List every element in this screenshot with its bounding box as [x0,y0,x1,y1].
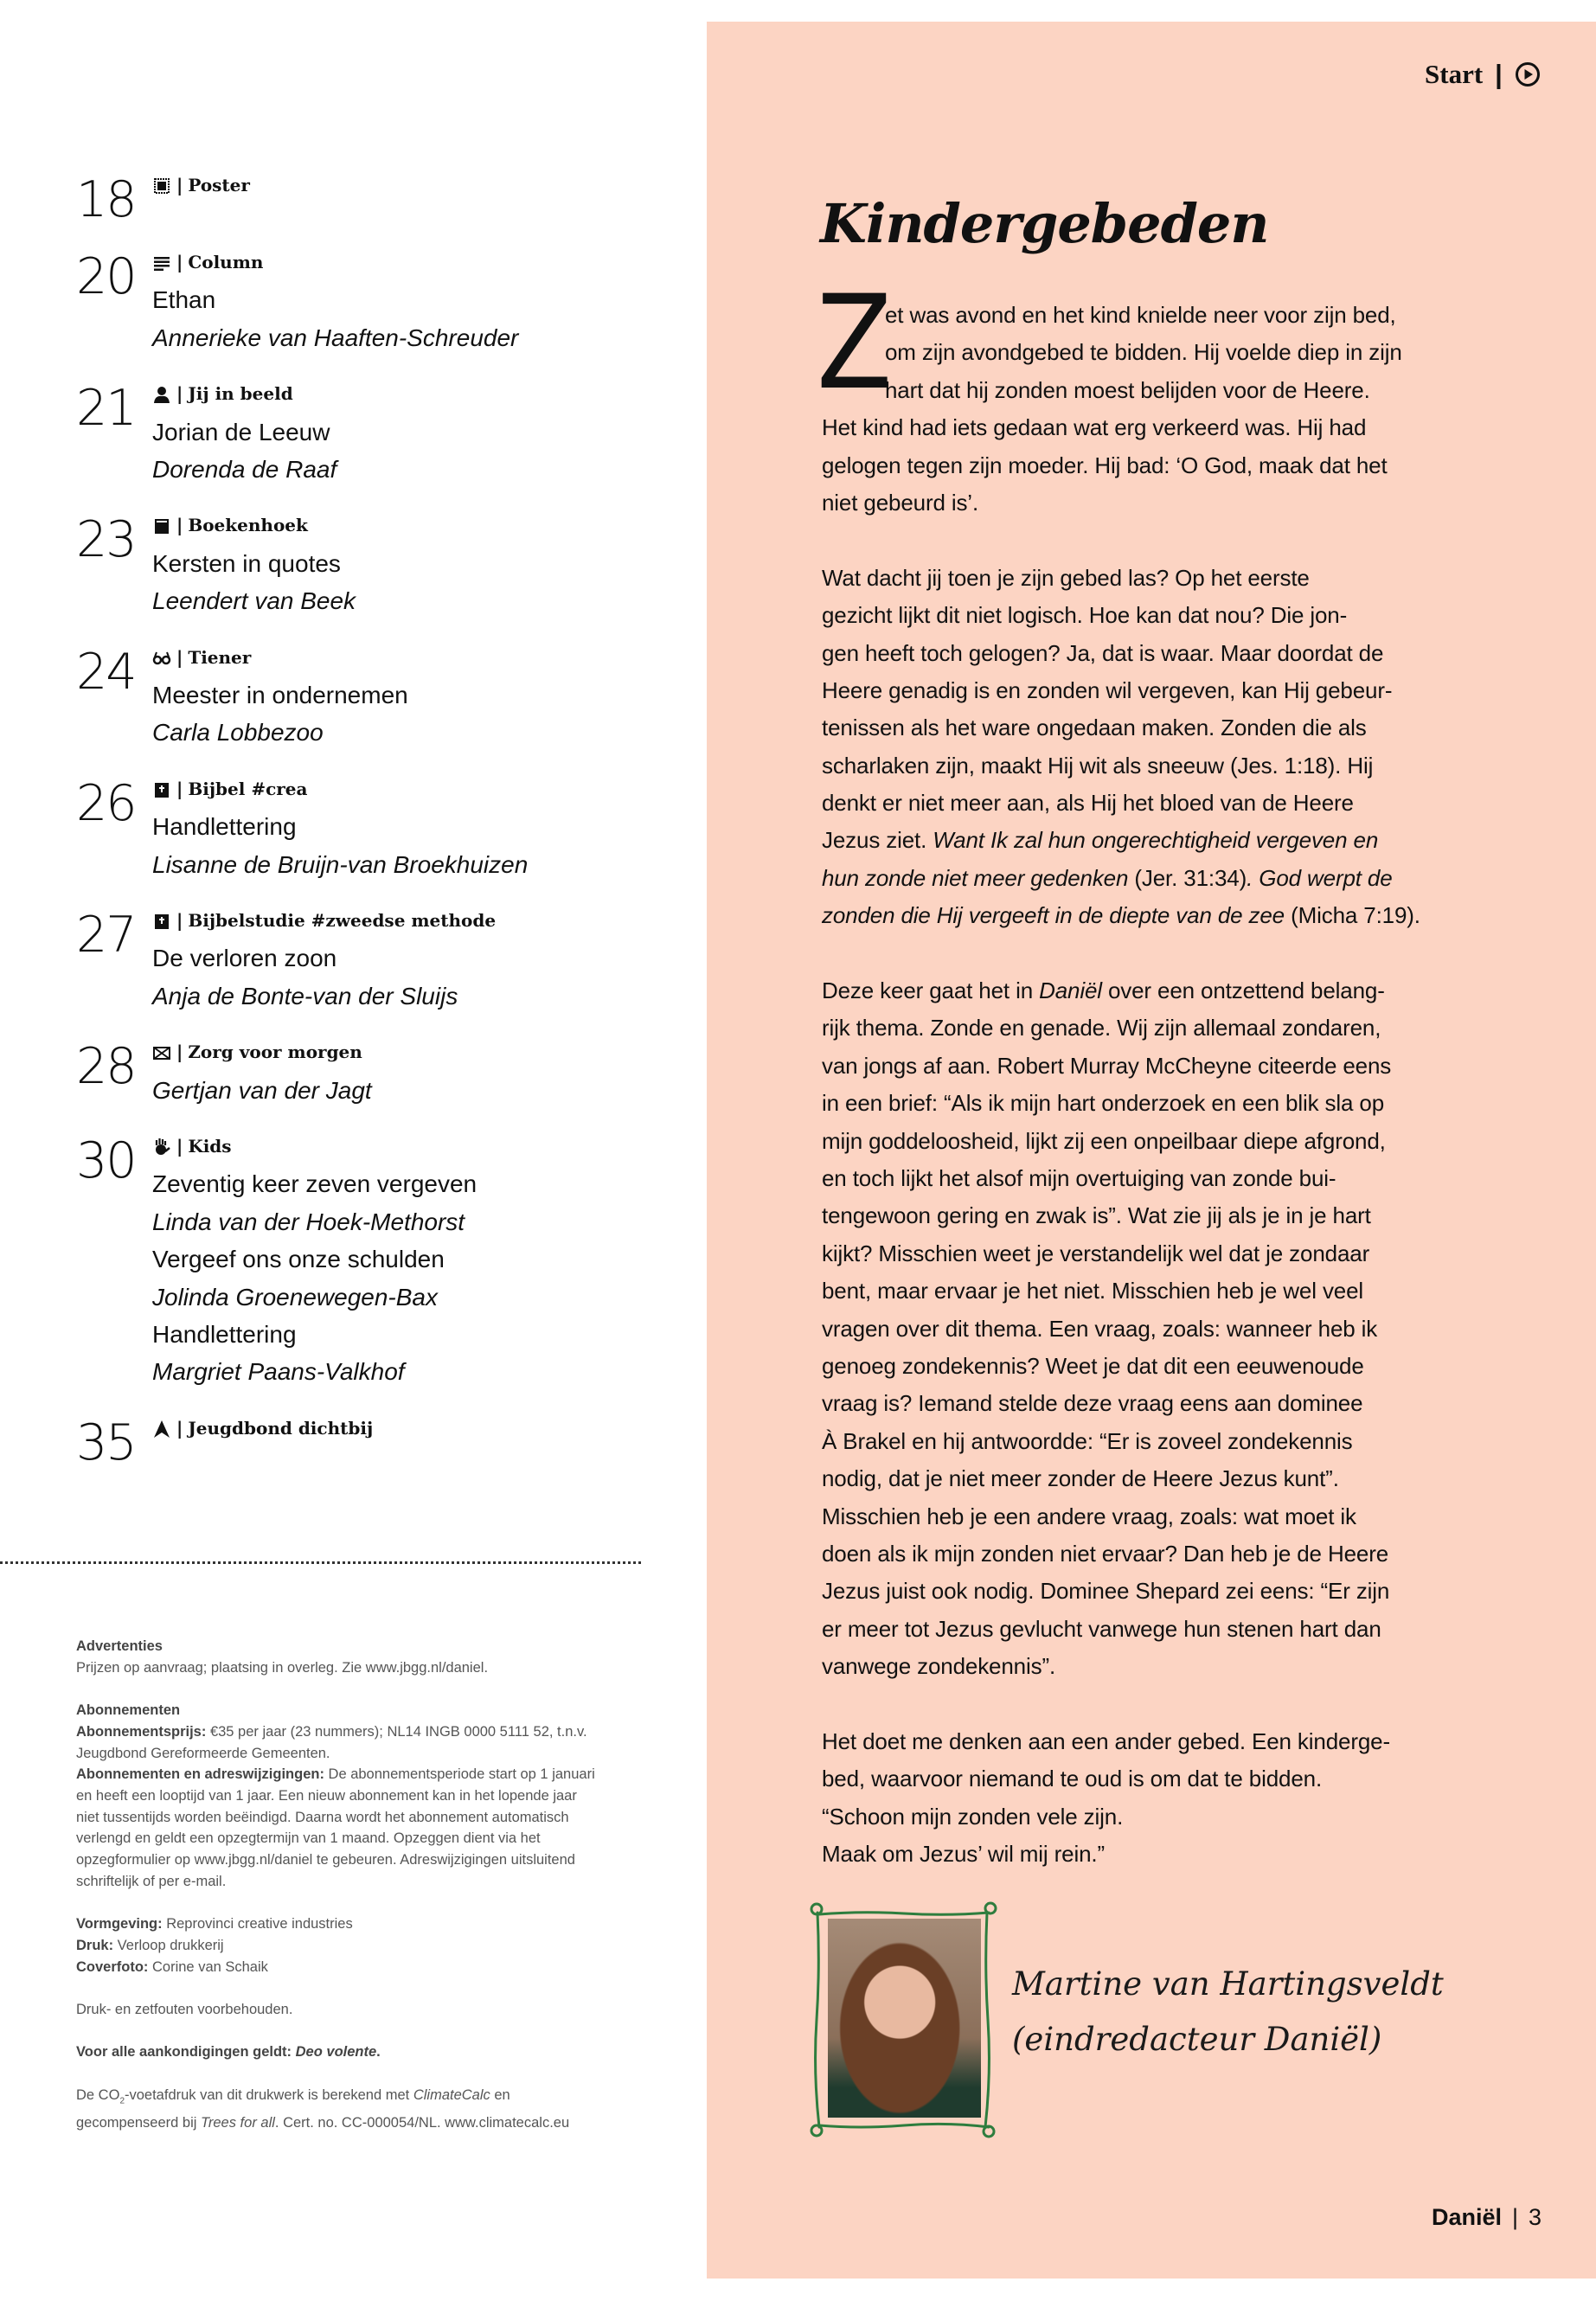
signature-name: Martine van Hartingsveldt [1012,1965,1444,2003]
toc-entry[interactable] [76,167,682,228]
text-line [822,1498,1420,1535]
separator: | [176,910,183,932]
toc-category [152,507,356,544]
text: bent, maar ervaar je het niet. Misschien heb je wel veel [822,1278,1364,1304]
text: niet gebeurd is’. [822,489,979,516]
separator: | [176,646,183,668]
text: vragen over dit thema. Een vraag, zoals: wanneer heb ik [822,1315,1378,1342]
bold-text: Advertenties [76,1638,163,1654]
text: doen als ik mijn zonden niet ervaar? Dan heb je de Heere [822,1540,1389,1567]
toc-entry[interactable] [76,507,682,619]
text: gecompenseerd bij [76,2114,202,2131]
toc-category [152,771,528,808]
text-line [822,372,1420,409]
toc-article-title: Ethan [152,286,216,314]
text: hart dat hij zonden moest belijden voor de Heere. [885,376,1370,403]
text-line [822,1611,1420,1648]
paragraph [822,560,1420,935]
text: Reprovinci creative industries [166,1916,353,1932]
colophon-line [76,2041,595,2063]
text: Heere genadig is en zonden wil vergeven, kan Hij gebeur- [822,676,1393,703]
text: niet tussentijds worden beëindigd. Daarna wordt het abonnement automatisch [76,1809,569,1825]
text: Het kind had iets gedaan wat erg verkeerd was. Hij had [822,414,1367,441]
start-link[interactable] [1425,59,1541,90]
toc-page-number: 20 [76,248,136,305]
toc-page-number: 30 [76,1132,136,1190]
colophon-line [76,1849,595,1871]
person-icon [152,385,171,404]
text-line [822,1760,1420,1798]
paragraph [822,972,1420,1685]
text: denkt er niet meer aan, als Hij het bloed van de Heere [822,790,1354,817]
toc-page-number: 28 [76,1038,136,1096]
toc-category-label: Jij in beeld [188,383,293,405]
toc-author: Annerieke van Haaften-Schreuder [152,324,519,351]
colophon-line [76,1871,595,1893]
toc-author: Carla Lobbezoo [152,719,324,747]
text-line [822,409,1420,446]
bold-text: Abonnementen [76,1702,181,1719]
text: et was avond en het kind knielde neer voor zijn bed, [885,302,1396,328]
toc-category-label: Bijbel #crea [188,778,308,799]
toc-entry[interactable] [76,1410,682,1471]
spacer [76,1977,595,1999]
toc-page-number: 23 [76,511,136,569]
drop-cap: Z [817,268,893,419]
toc-page-number: 24 [76,643,136,701]
text-line [822,1048,1420,1085]
toc-author: Gertjan van der Jagt [152,1076,372,1104]
text: en heeft een looptijd van 1 jaar. Een nieuw abonnement kan in het lopende jaar [76,1787,577,1804]
toc-entry[interactable] [76,902,682,1015]
spacer [76,2063,595,2085]
italic-text: Deo volente [295,2044,377,2061]
italic-text: . God werpt de [1247,864,1393,891]
toc-author: Margriet Paans-Valkhof [152,1358,405,1386]
colophon-line [76,2112,595,2134]
text-line [822,972,1420,1009]
text: Verloop drukkerij [117,1937,224,1953]
bible-icon [152,780,171,799]
toc-article-title: De verloren zoon [152,945,337,972]
text: €35 per jaar (23 nummers); NL14 INGB 0000 5111 52, t.n.v. [209,1723,587,1740]
colophon-line [76,1935,595,1957]
table-of-contents [76,167,682,1487]
spacer [822,1685,1420,1722]
toc-category-label: Zorg voor morgen [188,1042,362,1063]
separator: | [1512,2204,1519,2230]
text: nodig, dat je niet meer zonder de Heere Jezus kunt”. [822,1465,1339,1492]
colophon-line [76,1657,595,1679]
text-line [822,1009,1420,1047]
spacer [76,2021,595,2042]
toc-article-title: Handlettering [152,813,297,841]
text: Prijzen op aanvraag; plaatsing in overleg. Zie www.jbgg.nl/daniel. [76,1659,489,1676]
author-photo [828,1919,981,2118]
text: vanwege zondekennis”. [822,1653,1056,1680]
text-line [822,897,1420,934]
text: gen heeft toch gelogen? Ja, dat is waar. Maar doordat de [822,639,1384,666]
text-line [822,747,1420,785]
toc-author: Lisanne de Bruijn-van Broekhuizen [152,850,529,878]
colophon-line [76,1807,595,1829]
text: Jeugdbond Gereformeerde Gemeenten. [76,1745,330,1761]
toc-category-label: Jeugdbond dichtbij [188,1417,374,1439]
colophon-line [76,1913,595,1935]
text: Jezus juist ook nodig. Dominee Shepard zei eens: “Er zijn [822,1578,1390,1605]
play-circle-icon [1515,61,1541,87]
text: Maak om Jezus’ wil mij rein.” [822,1841,1105,1868]
spacer [822,522,1420,559]
envelope-icon [152,1043,171,1062]
text-line [822,1573,1420,1610]
toc-entry[interactable] [76,1034,682,1109]
separator: | [176,1136,183,1157]
text-line [822,1535,1420,1573]
text: gezicht lijkt dit niet logisch. Hoe kan dat nou? Die jon- [822,602,1348,629]
toc-category [152,1410,373,1447]
arrow-up-icon [152,1420,171,1439]
toc-category [152,902,496,939]
text-line [822,1836,1420,1873]
italic-text: Daniël [1039,977,1102,1004]
toc-category-label: Column [188,252,264,272]
text-line [822,1085,1420,1122]
bold-text: Voor alle aankondigingen geldt: [76,2044,296,2061]
colophon-line [76,1999,595,2021]
colophon-line [76,1764,595,1785]
text-line [822,822,1420,859]
colophon-line [76,2085,595,2112]
toc-page-number: 27 [76,907,136,965]
text-line [822,1197,1420,1234]
separator: | [176,175,183,195]
text: Misschien heb je een andere vraag, zoals: wat moet ik [822,1503,1356,1529]
toc-category-label: Poster [188,175,250,195]
toc-article-title: Meester in ondernemen [152,682,408,708]
toc-article-title: Vergeef ons onze schulden [152,1246,445,1273]
article-title: Kindergebeden [820,192,1269,255]
text: kijkt? Misschien weet je verstandelijk wel dat je zondaar [822,1240,1370,1266]
text: (Jer. 31:34) [1128,864,1247,891]
glasses-icon [152,648,171,667]
toc-article-title: Zeventig keer zeven vergeven [152,1170,478,1198]
bold-text: . [376,2044,381,2061]
toc-page-number: 35 [76,1413,136,1471]
toc-author: Linda van der Hoek-Methorst [152,1208,465,1235]
spacer [76,1678,595,1700]
bold-text: Druk: [76,1937,118,1953]
italic-text: hun zonde niet meer gedenken [822,864,1129,891]
italic-text: Trees for all [201,2114,275,2131]
text-line [822,1798,1420,1836]
colophon-line [76,1700,595,1721]
italic-text: ClimateCalc [413,2086,490,2103]
colophon-line [76,1636,595,1657]
toc-article-title: Jorian de Leeuw [152,418,330,445]
text-line [822,597,1420,634]
text: “Schoon mijn zonden vele zijn. [822,1803,1124,1830]
text: schriftelijk of per e-mail. [76,1873,227,1889]
toc-page-number: 18 [76,171,136,228]
page-number: 3 [1529,2204,1542,2230]
text: À Brakel en hij antwoordde: “Er is zoveel zondekennis [822,1427,1353,1454]
text: Druk- en zetfouten voorbehouden. [76,2001,293,2017]
toc-category-label: Tiener [188,646,252,668]
text: Het doet me denken aan een ander gebed. Een kinderge- [822,1727,1390,1754]
text: rijk thema. Zonde en genade. Wij zijn allemaal zondaren, [822,1015,1381,1042]
italic-text: zonden die Hij vergeeft in de diepte van de zee [822,902,1285,929]
text-line [822,709,1420,747]
text: vraag is? Iemand stelde deze vraag eens aan dominee [822,1390,1363,1417]
text: Wat dacht jij toen je zijn gebed las? Op het eerste [822,564,1310,591]
page-footer [1432,2204,1542,2231]
text: tenissen als het ware ongedaan maken. Zonden die als [822,715,1367,741]
text: van jongs af aan. Robert Murray McCheyne citeerde eens [822,1052,1392,1079]
colophon [76,1636,595,2133]
toc-category [152,639,408,676]
text: verlengd en geldt een opzegtermijn van 1 maand. Opzeggen dient via het [76,1830,541,1847]
bible-icon [152,912,171,931]
text: (Micha 7:19). [1285,902,1420,929]
colophon-line [76,1721,595,1743]
text-line [822,785,1420,822]
toc-author: Dorenda de Raaf [152,456,337,483]
text-line [822,1272,1420,1310]
text: De abonnementsperiode start op 1 januari [328,1766,595,1783]
text-line [822,1160,1420,1197]
text-line [822,1311,1420,1348]
italic-text: Want Ik zal hun ongerechtigheid vergeven en [933,827,1379,854]
bold-text: Abonnementsprijs: [76,1723,210,1740]
text: over een ontzettend belang- [1101,977,1385,1004]
text-line [822,484,1420,522]
toc-category-label: Boekenhoek [188,515,308,536]
separator: | [1495,59,1503,89]
text-line [822,860,1420,897]
separator: | [176,1417,183,1439]
text-line [822,635,1420,672]
text: 2 [119,2095,125,2106]
text-line [822,334,1420,371]
colophon-line [76,1785,595,1807]
toc-entry[interactable] [76,375,682,488]
text: . Cert. no. CC-000054/NL. www.climatecalc.eu [274,2114,570,2131]
bold-text: Vormgeving: [76,1916,167,1932]
colophon-line [76,1743,595,1765]
text-line [822,1723,1420,1760]
text: Deze keer gaat het in [822,977,1040,1004]
dotted-divider [0,1561,641,1564]
separator: | [176,1042,183,1063]
colophon-line [76,1957,595,1978]
toc-category [152,1128,477,1165]
text: tengewoon gering en zwak is”. Wat zie jij als je in je hart [822,1202,1371,1229]
text: Corine van Schaik [152,1958,268,1975]
toc-entry[interactable] [76,1128,682,1391]
toc-category [152,244,518,281]
text: en toch lijkt het alsof mijn overtuiging van zonde bui- [822,1164,1336,1191]
text-line [822,1123,1420,1160]
text: in een brief: “Als ik mijn hart onderzoek en een blik sla op [822,1090,1385,1117]
signature-role: (eindredacteur Daniël) [1012,2021,1382,2058]
text: scharlaken zijn, maakt Hij wit als sneeuw (Jes. 1:18). Hij [822,752,1374,779]
paragraph [822,1723,1420,1874]
book-icon [152,516,171,535]
text: er meer tot Jezus gevlucht vanwege hun stenen hart dan [822,1615,1381,1642]
toc-category-label: Kids [188,1136,232,1157]
text-line [822,297,1420,334]
text: om zijn avondgebed te bidden. Hij voelde diep in zijn [885,339,1402,366]
text-line [822,1648,1420,1685]
text-line [822,1423,1420,1460]
separator: | [176,252,183,272]
text-line [822,1348,1420,1385]
toc-article-title: Handlettering [152,1321,297,1349]
toc-page-number: 21 [76,380,136,438]
toc-author: Leendert van Beek [152,587,356,615]
text-line [822,447,1420,484]
text-line [822,1460,1420,1497]
text-line [822,560,1420,597]
text: en [490,2086,510,2103]
toc-category [152,1034,372,1071]
text-line [822,1385,1420,1422]
text: genoeg zondekennis? Weet je dat dit een eeuwenoude [822,1352,1364,1379]
hand-icon [152,1138,171,1157]
text: De CO [76,2086,120,2103]
article-body [822,297,1420,1873]
separator: | [176,383,183,405]
spacer [76,1892,595,1913]
separator: | [176,515,183,536]
signature [1012,1957,1444,2067]
text: bed, waarvoor niemand te oud is om dat te bidden. [822,1766,1323,1792]
toc-category-label: Bijbelstudie #zweedse methode [188,910,497,932]
toc-category [152,167,250,204]
text: gelogen tegen zijn moeder. Hij bad: ‘O God, maak dat het [822,452,1388,478]
toc-article-title: Kersten in quotes [152,549,341,577]
text-line [822,1235,1420,1272]
toc-author: Jolinda Groenewegen-Bax [152,1283,438,1311]
column-icon [152,253,171,272]
toc-author: Anja de Bonte-van der Sluijs [152,982,458,1009]
spacer [822,935,1420,972]
bold-text: Abonnementen en adreswijzigingen: [76,1766,329,1783]
toc-category [152,375,337,413]
text: mijn goddeloosheid, lijkt zij een onpeilbaar diepe afgrond, [822,1127,1386,1154]
text: opzegformulier op www.jbgg.nl/daniel te gebeuren. Adreswijzigingen uitsluitend [76,1852,575,1868]
toc-entry[interactable] [76,639,682,752]
start-label: Start [1425,59,1484,89]
toc-entry[interactable] [76,244,682,356]
separator: | [176,778,183,799]
magazine-name: Daniël [1432,2204,1503,2230]
toc-page-number: 26 [76,774,136,832]
paragraph [822,297,1420,522]
text: -voetafdruk van dit drukwerk is berekend met [125,2086,413,2103]
toc-entry[interactable] [76,771,682,883]
poster-icon [152,176,171,195]
text-line [822,672,1420,709]
bold-text: Coverfoto: [76,1958,152,1975]
text: Jezus ziet. [822,827,933,854]
colophon-line [76,1828,595,1849]
